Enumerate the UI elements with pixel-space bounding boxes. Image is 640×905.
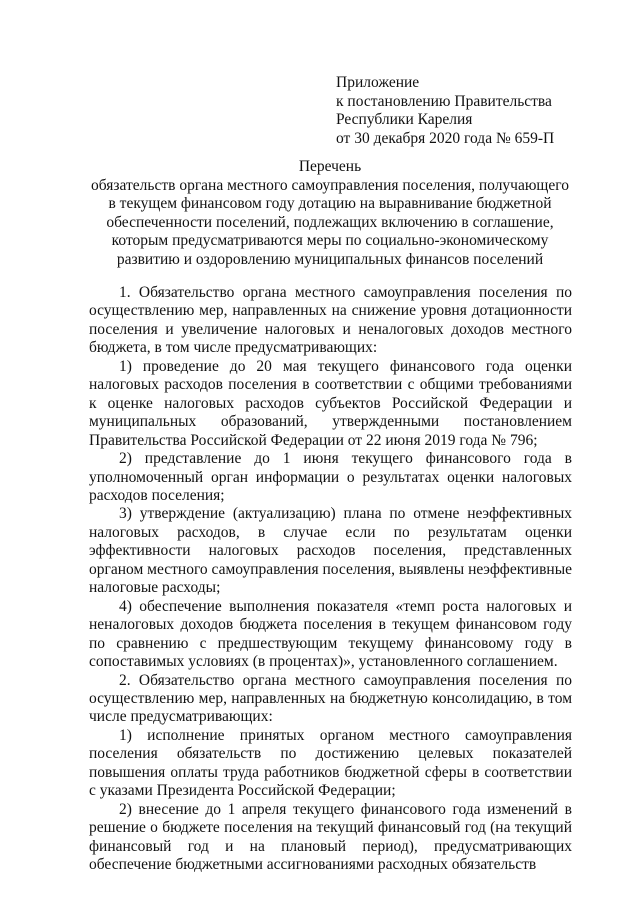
appendix-line: от 30 декабря 2020 года № 659-П: [336, 129, 555, 147]
paragraph-1-item-4: 4) обеспечение выполнения показателя «темп роста налоговых и неналоговых доходов бюджета поселения в текущем финансовом году по сравнению с предшествующим текущему финансовому году в сопоставимых условиях (в процентах)», установленного соглашением.: [89, 597, 572, 671]
appendix-line: Республики Карелия: [336, 111, 473, 128]
title-line: которым предусматриваются меры по социально-экономическому: [111, 232, 549, 250]
title-heading: Перечень: [298, 158, 362, 175]
paragraph-1-item-2: 2) представление до 1 июня текущего финансового года в уполномоченный орган информации о результатах оценки налоговых расходов поселения;: [89, 450, 572, 504]
paragraph-2: 2. Обязательство органа местного самоуправления поселения по осуществлению мер, направленных на бюджетную консолидацию, в том числе предусматривающих:: [89, 671, 572, 726]
paragraph-1-item-1: 1) проведение до 20 мая текущего финансового года оценки налоговых расходов поселения в соответствии с общими требованиями к оценке налоговых расходов субъектов Российской Федерации и муниципальных образований, утвержденными постановлением Правительства Российской Федерации от 22 июня 2019 года № 796;: [89, 357, 572, 449]
paragraph-1-item-3: 3) утверждение (актуализацию) плана по отмене неэффективных налоговых расходов, в случае если по результатам оценки эффективности налоговых расходов поселения, представленных органом местного самоуправления поселения, выявлены неэффективные налоговые расходы;: [89, 505, 573, 597]
appendix-line: Приложение: [336, 74, 420, 91]
title-line: развитию и оздоровлению муниципальных финансов поселений: [116, 250, 544, 268]
paragraph-2-item-2: 2) внесение до 1 апреля текущего финансового года изменений в решение о бюджете поселения на текущий финансовый год (на текущий финансовый год и на плановый период), предусматривающих обеспечение бюджетными ассигнованиями расходных обязательств: [89, 800, 572, 874]
document-title: [80, 158, 580, 270]
appendix-line: к постановлению Правительства: [336, 92, 552, 110]
appendix-header: [336, 74, 554, 148]
paragraph-1: 1. Обязательство органа местного самоуправления поселения по осуществлению мер, направленных на снижение уровня дотационности поселения и увеличение налоговых и неналоговых доходов местного бюджета, в том числе предусматривающих:: [89, 284, 572, 357]
title-line: обязательств органа местного самоуправления поселения, получающего: [91, 176, 569, 194]
title-line: обеспеченности поселений, подлежащих включению в соглашение,: [106, 213, 554, 231]
paragraph-2-item-1: 1) исполнение принятых органом местного самоуправления поселения обязательств по достижению целевых показателей повышения оплаты труда работников бюджетной сферы в соответствии с указами Президента Российской Федерации;: [89, 726, 572, 800]
title-line: в текущем финансовом году дотацию на выравнивание бюджетной: [108, 195, 552, 213]
document-body: [89, 284, 572, 875]
